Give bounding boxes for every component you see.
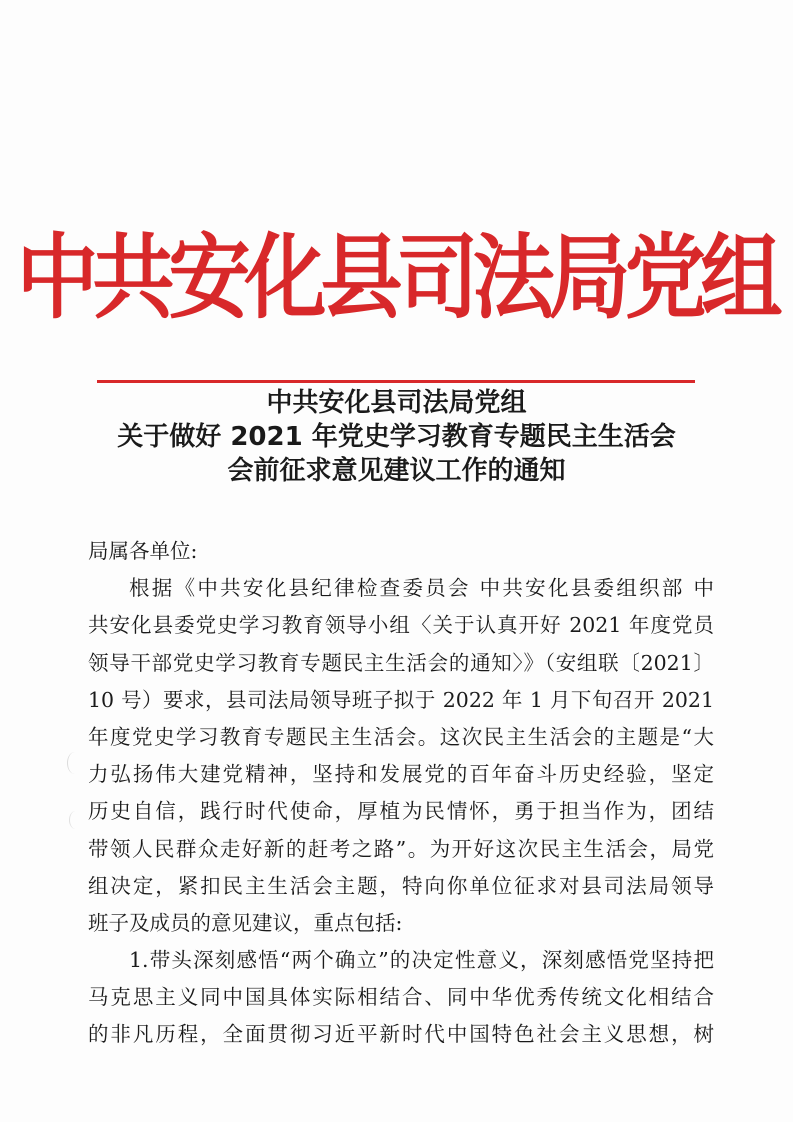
body-line: 10 号）要求，县司法局领导班子拟于 2022 年 1 月下旬召开 2021 xyxy=(88,687,714,712)
body-line: 力弘扬伟大建党精神，坚持和发展党的百年奋斗历史经验，坚定 xyxy=(88,762,714,787)
red-divider xyxy=(97,380,695,383)
body-line: 根据《中共安化县纪律检查委员会 中共安化县委组织部 中 xyxy=(129,576,714,601)
body-line: 组决定，紧扣民主生活会主题，特向你单位征求对县司法局领导 xyxy=(88,873,714,898)
red-header: 中共安化县司法局党组 xyxy=(16,224,777,332)
scan-artifact xyxy=(69,811,82,829)
title-line-1: 中共安化县司法局党组 xyxy=(266,388,527,418)
salutation: 局属各单位: xyxy=(88,539,198,563)
notice-title xyxy=(60,386,733,488)
body-line: 带领人民群众走好新的赶考之路”。为开好这次民主生活会，局党 xyxy=(88,836,714,861)
body-line: 共安化县委党史学习教育领导小组〈关于认真开好 2021 年度党员 xyxy=(88,613,714,638)
list-item-1: 1.带头深刻感悟“两个确立”的决定性意义，深刻感悟党坚持把 xyxy=(129,948,714,973)
scan-artifact xyxy=(67,752,82,774)
title-line-3: 会前征求意见建议工作的通知 xyxy=(227,456,566,486)
body-line: 历史自信，践行时代使命，厚植为民情怀，勇于担当作为，团结 xyxy=(88,799,714,824)
title-line-2: 关于做好 2021 年党史学习教育专题民主生活会 xyxy=(117,422,676,452)
body-line: 年度党史学习教育专题民主生活会。这次民主生活会的主题是“大 xyxy=(88,724,714,749)
body-line: 班子及成员的意见建议，重点包括: xyxy=(88,910,403,935)
body-line: 领导干部党史学习教育专题民主生活会的通知〉》（安组联〔2021〕 xyxy=(88,650,714,675)
body-line: 马克思主义同中国具体实际相结合、同中华优秀传统文化相结合 xyxy=(88,985,714,1010)
notice-body xyxy=(88,533,714,1054)
body-line: 的非凡历程，全面贯彻习近平新时代中国特色社会主义思想，树 xyxy=(88,1022,714,1047)
